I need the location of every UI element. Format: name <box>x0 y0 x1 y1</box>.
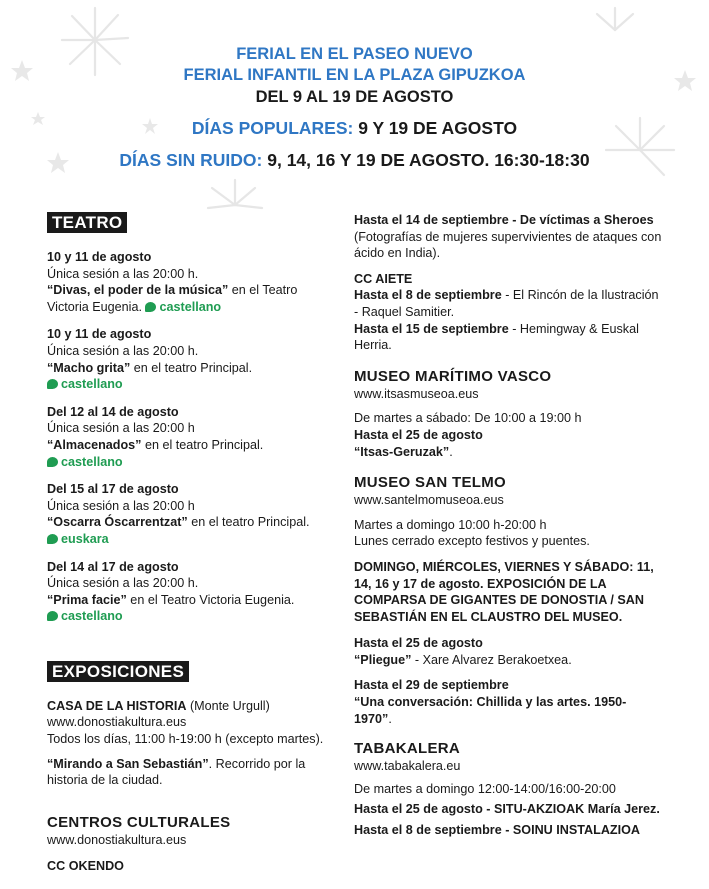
telmo-closed: Lunes cerrado excepto festivos y puentes. <box>354 534 590 549</box>
aiete-item <box>354 321 664 354</box>
expo-title: “Una conversación: Chillida y las artes. 1950-1970” <box>354 695 627 726</box>
item-dates: Del 12 al 14 de agosto <box>47 404 179 419</box>
teatro-item <box>47 249 337 315</box>
item-title: “Prima facie” <box>47 592 127 607</box>
item-description <box>47 282 337 315</box>
cc-okendo-heading: CC OKENDO <box>47 859 124 874</box>
item-rest: - SOINU INSTALAZIOA <box>501 823 640 838</box>
telmo-item <box>354 652 664 669</box>
telmo-special: DOMINGO, MIÉRCOLES, VIERNES Y SÁBADO: 11, 14, 16 y 17 de agosto. EXPOSICIÓN DE LA COMPARSA DE GIGANTES DE DONOSTIA / SAN SEBASTIÁN EN EL CLAUSTRO DEL MUSEO. <box>354 559 654 624</box>
populares-label: DÍAS POPULARES: <box>191 118 354 138</box>
populares-line <box>0 118 709 138</box>
maritimo-heading: MUSEO MARÍTIMO VASCO <box>354 367 552 385</box>
fireworks-decoration <box>0 0 709 220</box>
item-dates: 10 y 11 de agosto <box>47 250 152 264</box>
expo-title: “Mirando a San Sebastián” <box>47 756 209 771</box>
item-description <box>47 437 337 454</box>
language-tag <box>47 376 337 393</box>
right-column <box>354 212 664 839</box>
item-date: Hasta el 14 de septiembre <box>354 213 509 227</box>
speech-bubble-icon <box>47 534 58 544</box>
expo-desc: . Recorrido por la historia de la ciudad. <box>47 756 306 788</box>
exposiciones-heading: EXPOSICIONES <box>47 661 189 682</box>
item-session: Única sesión a las 20:00 h. <box>47 576 199 591</box>
centros-web[interactable]: www.donostiakultura.eus <box>47 832 187 847</box>
language-tag <box>145 300 221 314</box>
item-title: “Divas, el poder de la música” <box>47 283 229 298</box>
item-title: “Oscarra Óscarrentzat” <box>47 515 188 530</box>
item-venue: en el teatro Principal. <box>187 515 310 530</box>
telmo-item-date: Hasta el 25 de agosto <box>354 636 483 651</box>
sinruido-label: DÍAS SIN RUIDO: <box>119 150 263 170</box>
language-label: castellano <box>61 377 123 392</box>
sinruido-line <box>0 150 709 170</box>
casa-historia-web[interactable]: www.donostiakultura.eus <box>47 715 187 730</box>
tabakalera-item <box>354 822 664 839</box>
item-date: Hasta el 15 de septiembre <box>354 321 509 336</box>
casa-historia-hours: Todos los días, 11:00 h-19:00 h (excepto martes). <box>47 732 324 747</box>
maritimo-web[interactable]: www.itsasmuseoa.eus <box>354 386 479 401</box>
teatro-item <box>47 404 337 470</box>
speech-bubble-icon <box>47 611 58 621</box>
language-tag <box>47 454 337 471</box>
language-label: castellano <box>61 454 123 469</box>
top-expo-item <box>354 212 664 262</box>
item-session: Única sesión a las 20:00 h. <box>47 343 199 358</box>
populares-value: 9 Y 19 DE AGOSTO <box>358 118 518 138</box>
speech-bubble-icon <box>47 379 58 389</box>
telmo-heading: MUSEO SAN TELMO <box>354 474 507 492</box>
expo-end: . <box>388 711 392 726</box>
header-dates: DEL 9 AL 19 DE AGOSTO <box>255 88 454 106</box>
teatro-item <box>47 326 337 392</box>
item-dates: Del 14 al 17 de agosto <box>47 559 179 574</box>
teatro-item <box>47 481 337 547</box>
item-venue: en el teatro Principal. <box>141 437 264 452</box>
maritimo-hours: De martes a sábado: De 10:00 a 19:00 h <box>354 411 582 426</box>
sinruido-value: 9, 14, 16 Y 19 DE AGOSTO. 16:30-18:30 <box>267 150 590 170</box>
language-label: castellano <box>159 299 222 314</box>
casa-historia-expo <box>47 756 337 789</box>
item-rest: - SITU-AKZIOAK María Jerez. <box>482 802 660 817</box>
maritimo-date: Hasta el 25 de agosto <box>354 427 483 442</box>
expo-end: . <box>449 444 453 459</box>
venue-name: CASA DE LA HISTORIA <box>47 698 187 713</box>
item-venue: en el Teatro Victoria Eugenia. <box>47 283 298 314</box>
item-session: Única sesión a las 20:00 h. <box>47 266 199 281</box>
item-date: Hasta el 8 de septiembre <box>354 288 502 303</box>
language-label: castellano <box>61 609 123 624</box>
item-title: De víctimas a Sheroes <box>519 213 654 227</box>
item-date: Hasta el 8 de septiembre <box>354 823 502 838</box>
expo-title: “Itsas-Geruzak” <box>354 444 450 459</box>
speech-bubble-icon <box>145 302 156 312</box>
item-rest: - Hemingway & Euskal Herria. <box>354 321 639 353</box>
item-title: “Macho grita” <box>47 360 131 375</box>
item-title: “Almacenados” <box>47 437 142 452</box>
language-tag <box>47 531 337 548</box>
centros-heading: CENTROS CULTURALES <box>47 813 231 831</box>
item-venue: en el teatro Principal. <box>130 360 253 375</box>
header-line-1: FERIAL EN EL PASEO NUEVO <box>236 45 473 63</box>
telmo-hours: Martes a domingo 10:00 h-20:00 h <box>354 517 547 532</box>
telmo-item-date: Hasta el 29 de septiembre <box>354 678 509 693</box>
cc-aiete-heading: CC AIETE <box>354 271 413 286</box>
item-description <box>47 514 337 531</box>
telmo-web[interactable]: www.santelmomuseoa.eus <box>354 493 504 508</box>
left-column <box>47 212 337 875</box>
maritimo-expo <box>354 444 664 461</box>
telmo-item <box>354 694 664 727</box>
item-dates: 10 y 11 de agosto <box>47 327 152 342</box>
item-venue: en el Teatro Victoria Eugenia. <box>126 592 295 607</box>
expo-title: “Pliegue” <box>354 652 412 667</box>
teatro-heading: TEATRO <box>47 212 127 233</box>
item-description <box>47 360 337 377</box>
language-label: euskara <box>61 531 109 546</box>
item-description <box>47 592 337 609</box>
venue-place: (Monte Urgull) <box>186 698 270 713</box>
aiete-item <box>354 287 664 320</box>
casa-historia-block <box>47 698 337 789</box>
expo-rest: - Xare Alvarez Berakoetxea. <box>411 652 572 667</box>
header-line-2: FERIAL INFANTIL EN LA PLAZA GIPUZKOA <box>183 66 526 84</box>
language-tag <box>47 608 337 625</box>
item-session: Única sesión a las 20:00 h <box>47 421 195 436</box>
tabakalera-web[interactable]: www.tabakalera.eu <box>354 759 461 774</box>
tabakalera-heading: TABAKALERA <box>354 740 461 758</box>
casa-historia-name <box>47 698 337 715</box>
teatro-item <box>47 559 337 625</box>
item-dates: Del 15 al 17 de agosto <box>47 482 179 497</box>
item-desc: (Fotografías de mujeres supervivientes de ataques con ácido en India). <box>354 229 662 261</box>
speech-bubble-icon <box>47 457 58 467</box>
item-sep: - <box>508 213 520 227</box>
item-date: Hasta el 25 de agosto <box>354 802 483 817</box>
tabakalera-hours: De martes a domingo 12:00-14:00/16:00-20:00 <box>354 781 616 796</box>
item-rest: - El Rincón de la Ilustración - Raquel Samitier. <box>354 288 659 319</box>
item-session: Única sesión a las 20:00 h <box>47 498 195 513</box>
tabakalera-item <box>354 801 664 818</box>
